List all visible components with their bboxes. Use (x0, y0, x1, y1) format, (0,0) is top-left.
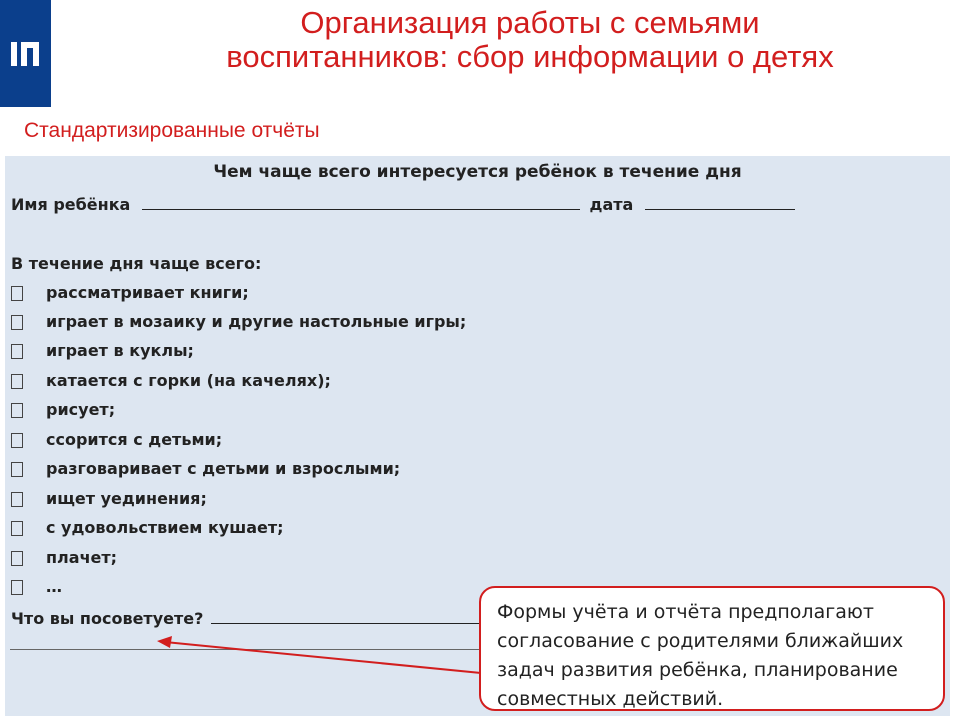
list-item-label: ссорится с детьми; (46, 430, 223, 449)
checkbox[interactable] (11, 521, 23, 536)
advice-field[interactable] (211, 609, 491, 624)
list-item-label: катается с горки (на качелях); (46, 371, 331, 390)
date-label: дата (589, 195, 634, 214)
name-field[interactable] (142, 195, 580, 210)
advice-row (11, 609, 491, 628)
checkbox[interactable] (11, 374, 23, 389)
date-field[interactable] (645, 195, 795, 210)
list-item-label: ищет уединения; (46, 489, 207, 508)
advice-label: Что вы посоветуете? (11, 609, 204, 628)
callout-line-1: Формы учёта и отчёта предполагают (497, 601, 874, 623)
advice-continuation-line[interactable] (10, 649, 480, 650)
checkbox[interactable] (11, 315, 23, 330)
checkbox[interactable] (11, 580, 23, 595)
page-title (110, 6, 950, 74)
form-title: Чем чаще всего интересуется ребёнок в течение дня (213, 162, 742, 182)
list-item-label: играет в куклы; (46, 341, 194, 360)
list-item-label: рисует; (46, 400, 116, 419)
checkbox[interactable] (11, 403, 23, 418)
page-subtitle: Стандартизированные отчёты (24, 119, 320, 142)
callout-line-3: задач развития ребёнка, планирование (497, 659, 898, 681)
list-item-label: играет в мозаику и другие настольные игры; (46, 312, 467, 331)
checkbox[interactable] (11, 344, 23, 359)
checkbox[interactable] (11, 286, 23, 301)
page-title-line-1: Организация работы с семьями (300, 5, 760, 40)
name-date-row (11, 195, 795, 214)
list-item-label: плачет; (46, 548, 118, 567)
callout-line-4: совместных действий. (497, 688, 724, 710)
callout-line-2: согласование с родителями ближайших (497, 630, 904, 652)
logo-icon (6, 34, 46, 74)
form-intro: В течение дня чаще всего: (11, 254, 262, 273)
logo (0, 0, 51, 107)
list-item-label: с удовольствием кушает; (46, 518, 284, 537)
page-title-line-2: воспитанников: сбор информации о детях (226, 39, 834, 74)
checkbox[interactable] (11, 492, 23, 507)
checkbox[interactable] (11, 433, 23, 448)
checkbox[interactable] (11, 551, 23, 566)
list-item-label: разговаривает с детьми и взрослыми; (46, 459, 401, 478)
callout-box (479, 586, 945, 711)
name-label: Имя ребёнка (11, 195, 131, 214)
list-item-label: … (46, 577, 62, 596)
checkbox[interactable] (11, 462, 23, 477)
list-item-label: рассматривает книги; (46, 283, 249, 302)
